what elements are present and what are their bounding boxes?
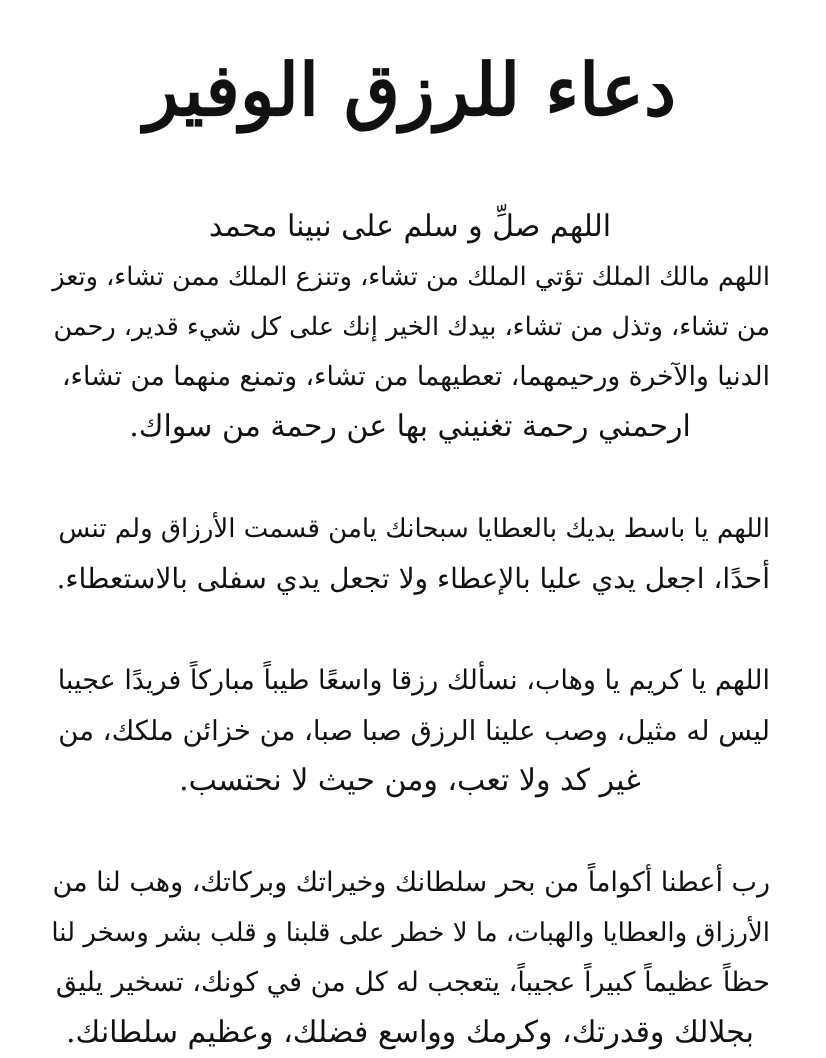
text-line: غير كد ولا تعب، ومن حيث لا نحتسب. [179,763,641,798]
text-line: اللهم صلِّ و سلم على نبينا محمد [208,209,612,244]
text-line: حظاً عظيماً كبيراً عجيباً، يتعجب له كل من في كونك، تسخير يليق [55,967,770,998]
text-line: أحدًا، اجعل يدي عليا بالإعطاء ولا تجعل يدي سفلى بالاستعطاء. [56,562,770,595]
text-line: رب أعطنا أكواماً من بحر سلطانك وخيراتك وبركاتك، وهب لنا من [52,867,770,898]
text-line: ارحمني رحمة تغنيني بها عن رحمة من سواك. [129,409,691,444]
text-line: الدنيا والآخرة ورحيمهما، تعطيهما من تشاء، وتمنع منهما من تشاء، [61,361,770,392]
paragraph-1 [50,202,770,452]
document-body [50,202,770,1058]
paragraph-3 [50,656,770,806]
document-title: دعاء للرزق الوفير [143,47,677,132]
text-line: بجلالك وقدرتك، وكرمك وواسع فضلك، وعظيم سلطانك. [66,1015,754,1050]
text-line: اللهم مالك الملك تؤتي الملك من تشاء، وتنزع الملك ممن تشاء، وتعز [52,262,770,292]
text-line: الأرزاق والعطايا والهبات، ما لا خطر على قلبنا و قلب بشر وسخر لنا [51,918,770,948]
paragraph-4 [50,858,770,1058]
text-line: اللهم يا كريم يا وهاب، نسألك رزقا واسعًا طيباً مباركاً فريدًا عجيبا [57,665,770,696]
text-line: ليس له مثيل، وصب علينا الرزق صبا صبا، من خزائن ملكك، من [58,715,770,747]
text-line: اللهم يا باسط يديك بالعطايا سبحانك يامن قسمت الأرزاق ولم تنس [58,514,770,544]
paragraph-2 [50,504,770,604]
text-line: من تشاء، وتذل من تشاء، بيدك الخير إنك على كل شيء قدير، رحمن [53,312,770,342]
